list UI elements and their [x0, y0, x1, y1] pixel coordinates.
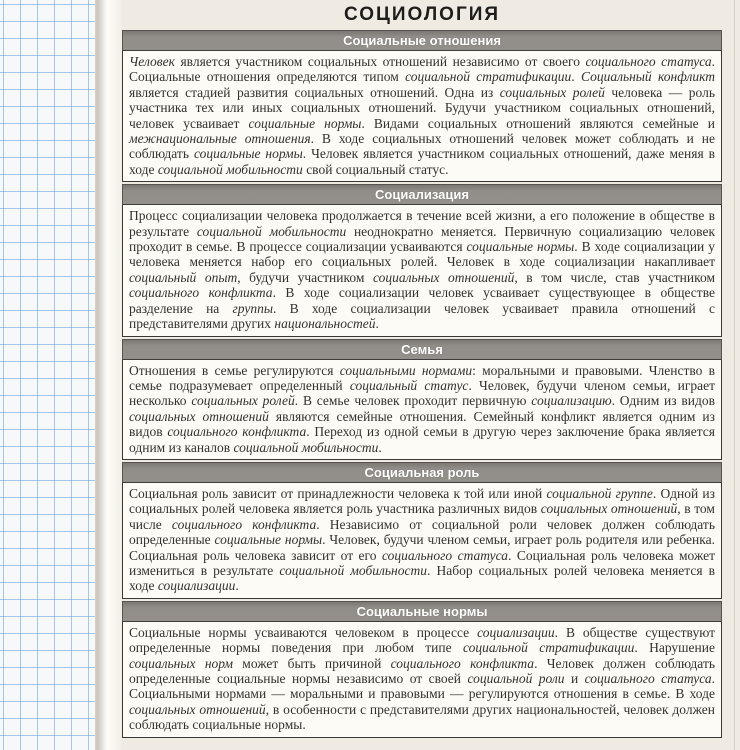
section-header-bar	[122, 601, 722, 622]
page-right-edge-line	[734, 0, 735, 750]
section-social-norms	[122, 601, 722, 738]
section-body-text: Социальная роль зависит от принадлежности человека к той или иной социальной группе. Одной из социальных ролей человека является роль участника различных видов социальных отношений, в том числе социального конфликта. Независимо от социальной роли человек должен соблюдать определенные социальные нормы. Человек, будучи членом семьи, играет роль родителя или ребенка. Социальная роль человека зависит от его социального статуса. Социальная роль человека может измениться в результате социальной мобильности. Набор социальных ролей человека меняется в ходе социализации.	[122, 483, 722, 599]
section-header-label: Социализация	[375, 187, 469, 203]
section-header-label: Социальные отношения	[343, 33, 501, 48]
section-header-label: Социальные нормы	[356, 603, 488, 619]
section-header-label: Семья	[401, 341, 443, 357]
section-header-bar	[122, 462, 722, 483]
section-family	[122, 339, 722, 460]
section-social-relations	[122, 30, 722, 182]
section-header-bar	[122, 30, 722, 51]
section-body-text: Отношения в семье регулируются социальными нормами: моральными и правовыми. Членство в семье подразумевает определенный социальный статус. Человек, будучи членом семьи, играет несколько социальных ролей. В семье человек проходит первичную социализацию. Одним из видов социальных отношений являются семейные отношения. Семейный конфликт является одним из видов социального конфликта. Переход из одной семьи в другую через заключение брака является одним из каналов социальной мобильности.	[122, 360, 722, 460]
section-body-text: Процесс социализации человека продолжается в течение всей жизни, а его положение в обществе в результате социальной мобильности неоднократно меняется. Первичную социализацию человек проходит в семье. В процессе социализации усваиваются социальные нормы. В ходе социализации у человека меняется набор его социальных ролей. Человек в ходе социализации накапливает социальный опыт, будучи участником социальных отношений, в том числе, став участником социального конфликта. В ходе социализации человек усваивает существующее в обществе разделение на группы. В ходе социализации человек усваивает правила отношений с представителями других национальностей.	[122, 205, 722, 336]
section-body-text: Социальные нормы усваиваются человеком в процессе социализации. В обществе существуют определенные нормы поведения при любом типе социальной стратификации. Нарушение социальных норм может быть причиной социального конфликта. Человек должен соблюдать определенные социальные нормы независимо от своей социальной роли и социального статуса. Социальными нормами — моральными и правовыми — регулируются отношения в семье. В ходе социальных отношений, в особенности с представителями других национальностей, человек должен соблюдать социальные нормы.	[122, 622, 722, 738]
section-body-text: Человек является участником социальных отношений независимо от своего социального статуса. Социальные отношения определяются типом социальной стратификации. Социальный конфликт является стадией развития социальных отношений. Одна из социальных ролей человека — роль участника тех или иных социальных отношений. Будучи участником социальных отношений, человек усваивает социальные нормы. Видами социальных отношений являются семейные и межнациональные отношения. В ходе социальных отношений человек может соблюдать и не соблюдать социальные нормы. Человек является участником социальных отношений, даже меняя в ходе социальной мобильности свой социальный статус.	[122, 51, 722, 182]
book-page	[122, 0, 722, 740]
notebook-grid-background	[0, 0, 95, 750]
section-header-label: Социальная роль	[364, 464, 480, 480]
book-page-edge	[95, 0, 122, 750]
section-social-role	[122, 462, 722, 599]
section-header-bar	[122, 339, 722, 360]
section-header-bar	[122, 184, 722, 205]
section-socialization	[122, 184, 722, 336]
page-title: СОЦИОЛОГИЯ	[343, 4, 501, 25]
